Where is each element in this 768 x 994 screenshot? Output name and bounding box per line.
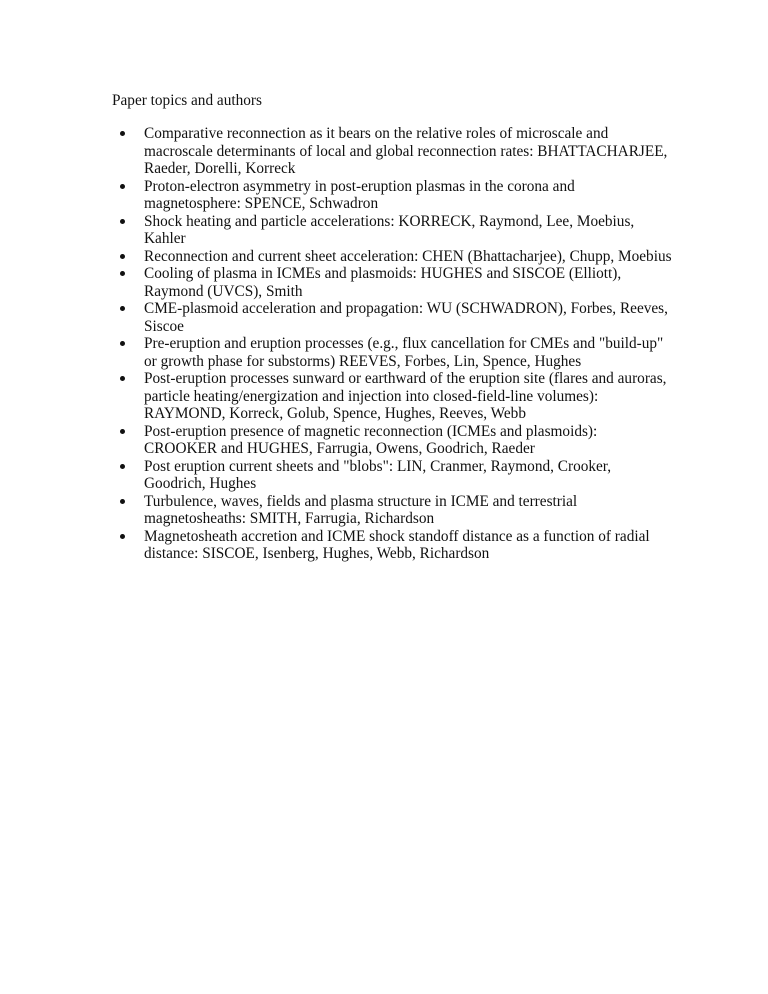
bullet-icon — [120, 341, 125, 346]
list-item — [112, 423, 672, 458]
list-item — [112, 370, 672, 423]
list-item — [112, 265, 672, 300]
topic-text: Proton-electron asymmetry in post-eruption plasmas in the corona and magnetosphere: SPENCE, Schwadron — [144, 177, 575, 212]
topic-text: Comparative reconnection as it bears on the relative roles of microscale and macroscale determinants of local and global reconnection rates: BHATTACHARJEE, Raeder, Dorelli, Korreck — [144, 125, 668, 177]
topic-list — [112, 125, 672, 563]
list-item — [112, 125, 672, 178]
topic-text: Reconnection and current sheet acceleration: CHEN (Bhattacharjee), Chupp, Moebius — [144, 247, 672, 265]
bullet-icon — [120, 219, 125, 224]
bullet-icon — [120, 376, 125, 381]
list-item — [112, 458, 672, 493]
bullet-icon — [120, 499, 125, 504]
topic-text: Post eruption current sheets and "blobs": LIN, Cranmer, Raymond, Crooker, Goodrich, Hughes — [144, 457, 612, 492]
bullet-icon — [120, 429, 125, 434]
list-item — [112, 300, 672, 335]
bullet-icon — [120, 131, 125, 136]
list-item — [112, 335, 672, 370]
list-item — [112, 178, 672, 213]
list-item — [112, 248, 672, 266]
list-item — [112, 493, 672, 528]
bullet-icon — [120, 271, 125, 276]
topic-text: Magnetosheath accretion and ICME shock standoff distance as a function of radial distance: SISCOE, Isenberg, Hughes, Webb, Richardson — [144, 527, 650, 562]
topic-text: Post-eruption processes sunward or earthward of the eruption site (flares and auroras, particle heating/energization and injection into closed-field-line volumes): RAYMOND, Korreck, Golub, Spence, Hughes, Reeves, Webb — [144, 370, 667, 422]
bullet-icon — [120, 534, 125, 539]
topic-text: Post-eruption presence of magnetic reconnection (ICMEs and plasmoids): CROOKER and HUGHES, Farrugia, Owens, Goodrich, Raeder — [144, 422, 598, 457]
bullet-icon — [120, 306, 125, 311]
list-item — [112, 528, 672, 563]
list-item — [112, 213, 672, 248]
topic-text: Cooling of plasma in ICMEs and plasmoids: HUGHES and SISCOE (Elliott), Raymond (UVCS), Smith — [144, 265, 622, 300]
topic-text: Turbulence, waves, fields and plasma structure in ICME and terrestrial magnetosheaths: SMITH, Farrugia, Richardson — [144, 492, 578, 527]
bullet-icon — [120, 184, 125, 189]
topic-text: Shock heating and particle accelerations: KORRECK, Raymond, Lee, Moebius, Kahler — [144, 212, 635, 247]
topic-text: CME-plasmoid acceleration and propagation: WU (SCHWADRON), Forbes, Reeves, Siscoe — [144, 300, 668, 335]
bullet-icon — [120, 464, 125, 469]
bullet-icon — [120, 254, 125, 259]
topic-text: Pre-eruption and eruption processes (e.g., flux cancellation for CMEs and "build-up" or growth phase for substorms) REEVES, Forbes, Lin, Spence, Hughes — [144, 335, 664, 370]
document-title: Paper topics and authors — [112, 92, 262, 109]
